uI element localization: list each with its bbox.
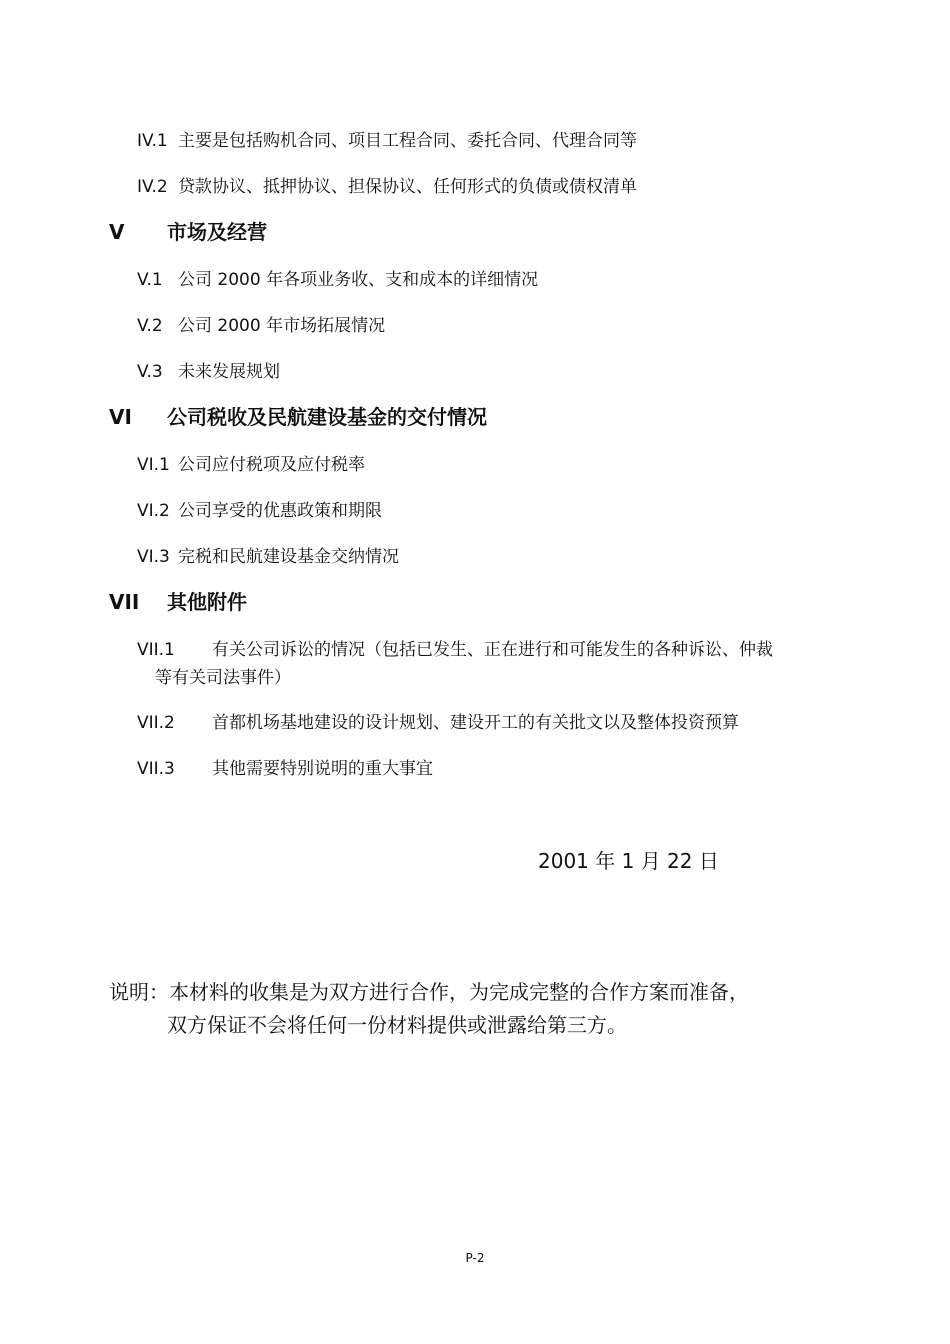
item-number: VII.2 [137,713,175,733]
item-vi-2 [137,500,382,522]
item-number: IV.2 [137,177,168,197]
item-text: 未来发展规划 [178,362,280,382]
item-v-1 [137,269,538,291]
item-number: V.1 [137,270,163,290]
note-line-1: 本材料的收集是为双方进行合作，为完成完整的合作方案而准备， [169,980,749,1004]
section-heading-vi [109,404,487,430]
item-text: 贷款协议、抵押协议、担保协议、任何形式的负债或债权清单 [178,177,637,197]
item-text: 有关公司诉讼的情况（包括已发生、正在进行和可能发生的各种诉讼、仲裁 [212,640,773,660]
note-paragraph [109,976,849,1042]
item-iv-1 [137,130,637,152]
item-text: 主要是包括购机合同、项目工程合同、委托合同、代理合同等 [178,131,637,151]
item-text-continued: 等有关司法事件） [155,668,291,688]
page-number: P-2 [465,1251,485,1265]
item-number: V.2 [137,316,163,336]
item-vii-3 [137,758,433,780]
section-number: V [109,220,125,244]
item-iv-2 [137,176,637,198]
note-label: 说明： [109,980,169,1004]
section-number: VII [109,590,140,614]
item-text: 公司 2000 年市场拓展情况 [178,316,386,336]
document-date: 2001 年 1 月 22 日 [538,849,719,873]
item-number: IV.1 [137,131,168,151]
section-heading-v [109,219,267,245]
section-title: 其他附件 [167,590,247,614]
item-text: 公司享受的优惠政策和期限 [178,501,382,521]
item-number: VII.1 [137,640,175,660]
item-number: VI.3 [137,547,170,567]
item-vi-1 [137,454,365,476]
item-text: 首都机场基地建设的设计规划、建设开工的有关批文以及整体投资预算 [212,713,739,733]
item-text: 完税和民航建设基金交纳情况 [178,547,399,567]
item-text: 其他需要特别说明的重大事宜 [212,759,433,779]
item-vii-1 [137,636,857,692]
section-number: VI [109,405,132,429]
section-title: 公司税收及民航建设基金的交付情况 [167,405,487,429]
item-v-3 [137,361,280,383]
item-v-2 [137,315,385,337]
item-number: VII.3 [137,759,175,779]
note-line-2: 双方保证不会将任何一份材料提供或泄露给第三方。 [167,1013,627,1037]
section-heading-vii [109,589,247,615]
item-vi-3 [137,546,399,568]
item-number: V.3 [137,362,163,382]
item-vii-2 [137,712,739,734]
item-text: 公司应付税项及应付税率 [178,455,365,475]
item-number: VI.1 [137,455,170,475]
item-number: VI.2 [137,501,170,521]
item-text: 公司 2000 年各项业务收、支和成本的详细情况 [178,270,539,290]
section-title: 市场及经营 [167,220,267,244]
